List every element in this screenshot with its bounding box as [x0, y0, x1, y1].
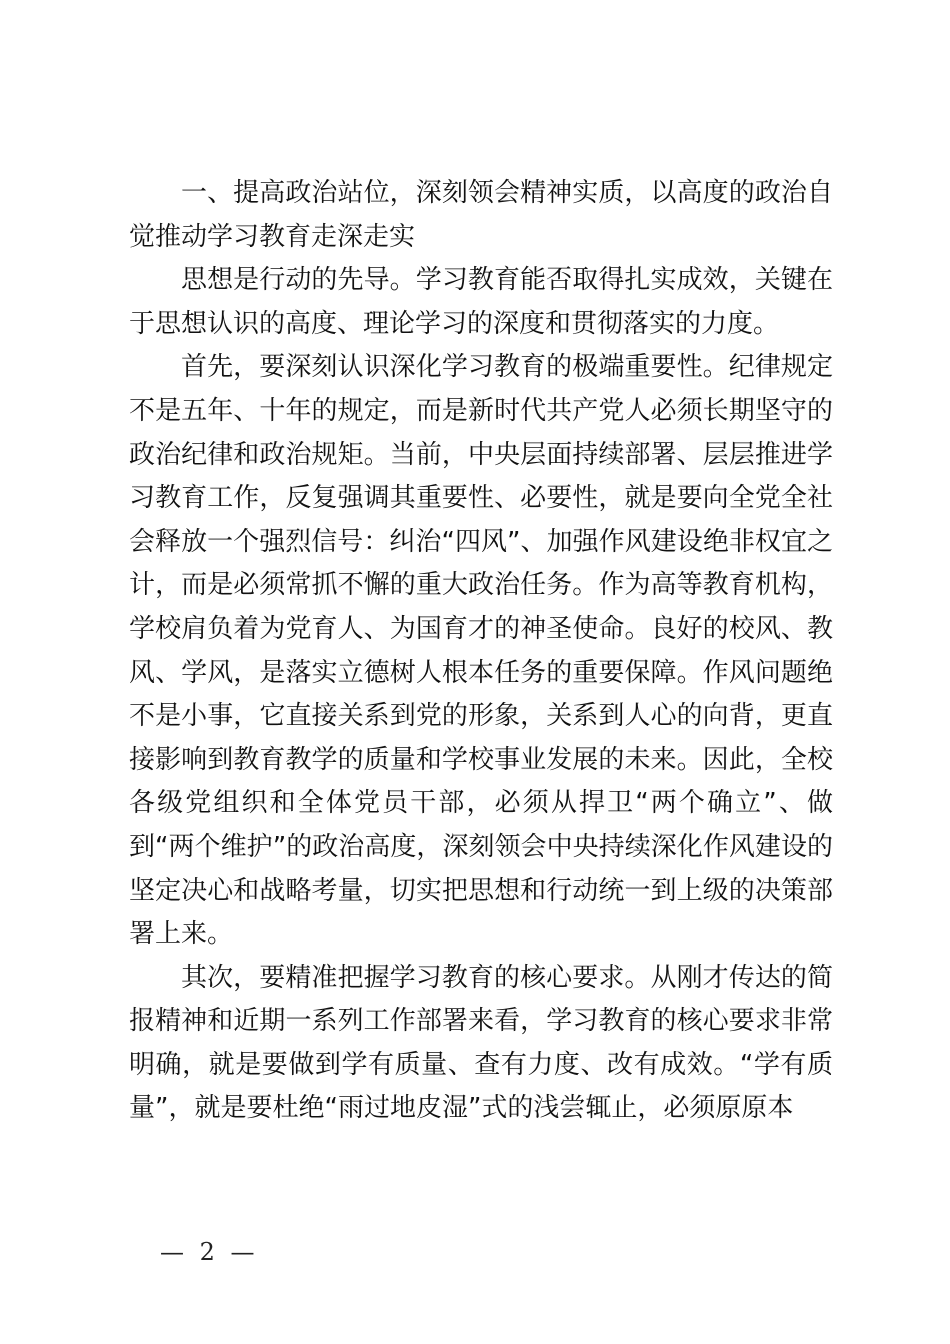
document-body	[129, 172, 833, 1131]
page-number: — 2 —	[160, 1238, 259, 1266]
paragraph: 其次，要精准把握学习教育的核心要求。从刚才传达的简报精神和近期一系列工作部署来看，学习教育的核心要求非常明确，就是要做到学有质量、查有力度、改有成效。“学有质量”，就是要杜绝“雨过地皮湿”式的浅尝辄止，必须原原本	[129, 962, 833, 1124]
section-heading: 一、提高政治站位，深刻领会精神实质，以高度的政治自觉推动学习教育走深走实	[129, 178, 833, 252]
paragraph: 首先，要深刻认识深化学习教育的极端重要性。纪律规定不是五年、十年的规定，而是新时代共产党人必须长期坚守的政治纪律和政治规矩。当前，中央层面持续部署、层层推进学习教育工作，反复强调其重要性、必要性，就是要向全党全社会释放一个强烈信号：纠治“四风”、加强作风建设绝非权宜之计，而是必须常抓不懈的重大政治任务。作为高等教育机构，学校肩负着为党育人、为国育才的神圣使命。良好的校风、教风、学风，是落实立德树人根本任务的重要保障。作风问题绝不是小事，它直接关系到党的形象，关系到人心的向背，更直接影响到教育教学的质量和学校事业发展的未来。因此，全校各级党组织和全体党员干部，必须从捍卫“两个确立”、做到“两个维护”的政治高度，深刻领会中央持续深化作风建设的坚定决心和战略考量，切实把思想和行动统一到上级的决策部署上来。	[129, 352, 833, 950]
paragraph: 思想是行动的先导。学习教育能否取得扎实成效，关键在于思想认识的高度、理论学习的深度和贯彻落实的力度。	[129, 265, 833, 339]
